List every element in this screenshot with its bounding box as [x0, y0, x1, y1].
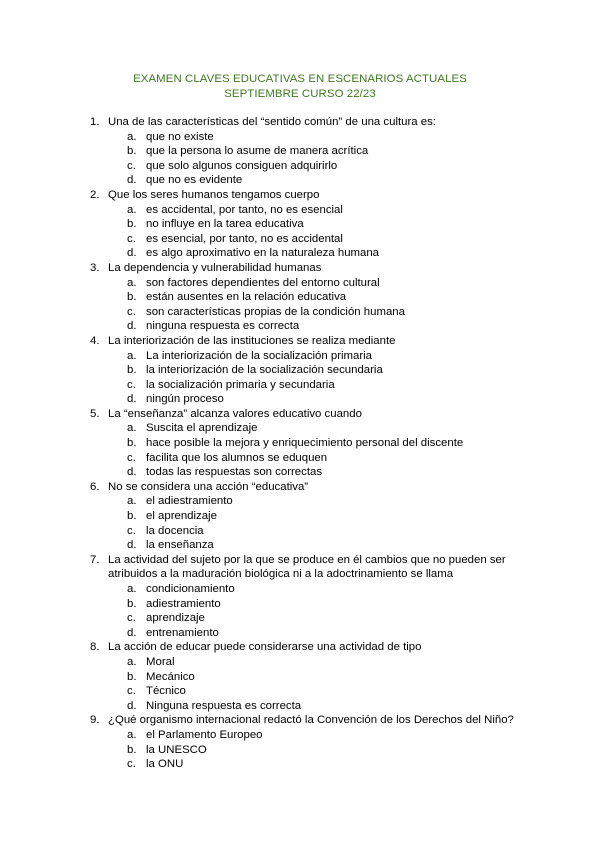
answer-option — [0, 232, 600, 247]
option-text: que no es evidente — [146, 174, 243, 187]
question-text: La “enseñanza” alcanza valores educativo cuando — [108, 407, 362, 420]
answer-option — [0, 246, 600, 261]
option-letter: d. — [127, 320, 137, 333]
question-text: Una de las características del “sentido común” de una cultura es: — [108, 116, 436, 128]
answer-option — [0, 173, 600, 188]
option-text: ningún proceso — [146, 393, 224, 406]
option-text: la enseñanza — [146, 539, 214, 552]
question-text: La actividad del sujeto por la que se produce en él cambios que no pueden ser atribuidos a la maduración biológica ni a la adoctrinamiento se llama — [108, 553, 506, 581]
option-letter: c. — [127, 451, 136, 464]
question-number: 3. — [90, 261, 100, 274]
answer-option — [0, 728, 600, 743]
option-letter: d. — [127, 466, 137, 479]
option-text: la socialización primaria y secundaria — [146, 378, 335, 391]
question-text: ¿Qué organismo internacional redactó la Convención de los Derechos del Niño? — [108, 714, 514, 727]
question — [0, 261, 600, 276]
option-text: facilita que los alumnos se eduquen — [146, 451, 328, 464]
answer-option — [0, 611, 600, 626]
option-text: la docencia — [146, 524, 204, 537]
answer-option — [0, 509, 600, 524]
option-text: entrenamiento — [146, 626, 219, 639]
answer-option — [0, 655, 600, 670]
option-letter: b. — [127, 743, 137, 756]
option-letter: c. — [127, 524, 136, 537]
question-text: No se considera una acción “educativa” — [108, 480, 309, 493]
option-text: no influye en la tarea educativa — [146, 218, 304, 231]
answer-option — [0, 743, 600, 758]
option-letter: c. — [127, 378, 136, 391]
answer-option — [0, 465, 600, 480]
option-text: son características propias de la condición humana — [146, 305, 405, 318]
option-letter: c. — [127, 159, 136, 172]
option-text: Ninguna respuesta es correcta — [146, 699, 302, 712]
answer-option — [0, 378, 600, 393]
answer-option — [0, 451, 600, 466]
answer-option — [0, 276, 600, 291]
option-text: la ONU — [146, 758, 184, 771]
exam-title: EXAMEN CLAVES EDUCATIVAS EN ESCENARIOS ACTUALES — [133, 73, 467, 85]
answer-option — [0, 349, 600, 364]
question-text: La interiorización de las instituciones se realiza mediante — [108, 334, 396, 347]
answer-option — [0, 684, 600, 699]
option-letter: b. — [127, 218, 137, 231]
option-letter: a. — [127, 655, 137, 668]
option-text: Mecánico — [146, 670, 195, 683]
option-text: la UNESCO — [146, 743, 207, 756]
option-text: el adiestramiento — [146, 495, 233, 508]
option-letter: b. — [127, 597, 137, 610]
option-letter: b. — [127, 364, 137, 377]
option-text: condicionamiento — [146, 583, 235, 595]
question-number: 2. — [90, 188, 100, 201]
question — [0, 480, 600, 495]
option-letter: c. — [127, 758, 136, 771]
option-letter: d. — [127, 247, 137, 260]
option-text: están ausentes en la relación educativa — [146, 291, 347, 304]
option-text: son factores dependientes del entorno cultural — [146, 276, 380, 289]
option-letter: d. — [127, 539, 137, 552]
question — [0, 407, 600, 422]
option-letter: a. — [127, 422, 137, 435]
question-list — [0, 115, 600, 772]
option-text: que no existe — [146, 130, 214, 143]
answer-option — [0, 494, 600, 509]
option-letter: a. — [127, 349, 137, 362]
answer-option — [0, 319, 600, 334]
option-letter: d. — [127, 626, 137, 639]
question — [0, 188, 600, 203]
answer-option — [0, 757, 600, 772]
question-text: Que los seres humanos tengamos cuerpo — [108, 188, 320, 201]
option-letter: a. — [127, 203, 137, 216]
option-text: que la persona lo asume de manera acrítica — [146, 145, 369, 158]
question-number: 4. — [90, 334, 100, 347]
answer-option — [0, 421, 600, 436]
answer-option — [0, 582, 600, 597]
option-letter: b. — [127, 291, 137, 304]
option-letter: a. — [127, 728, 137, 741]
answer-option — [0, 538, 600, 553]
question-number: 1. — [90, 116, 100, 128]
answer-option — [0, 699, 600, 714]
question-text: La acción de educar puede considerarse una actividad de tipo — [108, 641, 422, 654]
option-text: el Parlamento Europeo — [146, 728, 263, 741]
option-text: Suscita el aprendizaje — [146, 422, 258, 435]
answer-option — [0, 392, 600, 407]
exam-subtitle: SEPTIEMBRE CURSO 22/23 — [224, 88, 376, 100]
answer-option — [0, 626, 600, 641]
option-text: La interiorización de la socialización primaria — [146, 349, 373, 362]
option-text: es esencial, por tanto, no es accidental — [146, 232, 343, 245]
option-letter: c. — [127, 685, 136, 698]
option-letter: a. — [127, 583, 137, 595]
question — [0, 640, 600, 655]
option-letter: a. — [127, 276, 137, 289]
question — [0, 115, 600, 130]
option-text: aprendizaje — [146, 612, 205, 625]
exam-header — [0, 72, 600, 102]
option-letter: d. — [127, 174, 137, 187]
answer-option — [0, 217, 600, 232]
answer-option — [0, 436, 600, 451]
option-text: ninguna respuesta es correcta — [146, 320, 300, 333]
option-letter: a. — [127, 495, 137, 508]
question — [0, 334, 600, 349]
question-number: 7. — [90, 553, 100, 566]
question-number: 9. — [90, 714, 100, 727]
question — [0, 713, 600, 728]
option-letter: a. — [127, 130, 137, 143]
option-text: Técnico — [146, 685, 186, 698]
option-letter: d. — [127, 393, 137, 406]
question-number: 6. — [90, 480, 100, 493]
option-text: todas las respuestas son correctas — [146, 466, 323, 479]
answer-option — [0, 597, 600, 612]
answer-option — [0, 159, 600, 174]
answer-option — [0, 670, 600, 685]
option-letter: b. — [127, 670, 137, 683]
option-letter: b. — [127, 510, 137, 523]
option-letter: c. — [127, 232, 136, 245]
question — [0, 553, 600, 582]
option-letter: c. — [127, 612, 136, 625]
answer-option — [0, 144, 600, 159]
question-number: 8. — [90, 641, 100, 654]
option-text: es accidental, por tanto, no es esencial — [146, 203, 343, 216]
option-text: hace posible la mejora y enriquecimiento personal del discente — [146, 437, 464, 450]
answer-option — [0, 524, 600, 539]
option-letter: b. — [127, 437, 137, 450]
question-number: 5. — [90, 407, 100, 420]
option-text: Moral — [146, 655, 175, 668]
option-letter: d. — [127, 699, 137, 712]
option-text: el aprendizaje — [146, 510, 217, 523]
option-letter: b. — [127, 145, 137, 158]
option-text: adiestramiento — [146, 597, 221, 610]
answer-option — [0, 305, 600, 320]
answer-option — [0, 203, 600, 218]
answer-option — [0, 130, 600, 145]
option-text: que solo algunos consiguen adquirirlo — [146, 159, 338, 172]
option-text: la interiorización de la socialización secundaria — [146, 364, 383, 377]
question-text: La dependencia y vulnerabilidad humanas — [108, 261, 322, 274]
answer-option — [0, 363, 600, 378]
option-letter: c. — [127, 305, 136, 318]
option-text: es algo aproximativo en la naturaleza humana — [146, 247, 380, 260]
answer-option — [0, 290, 600, 305]
